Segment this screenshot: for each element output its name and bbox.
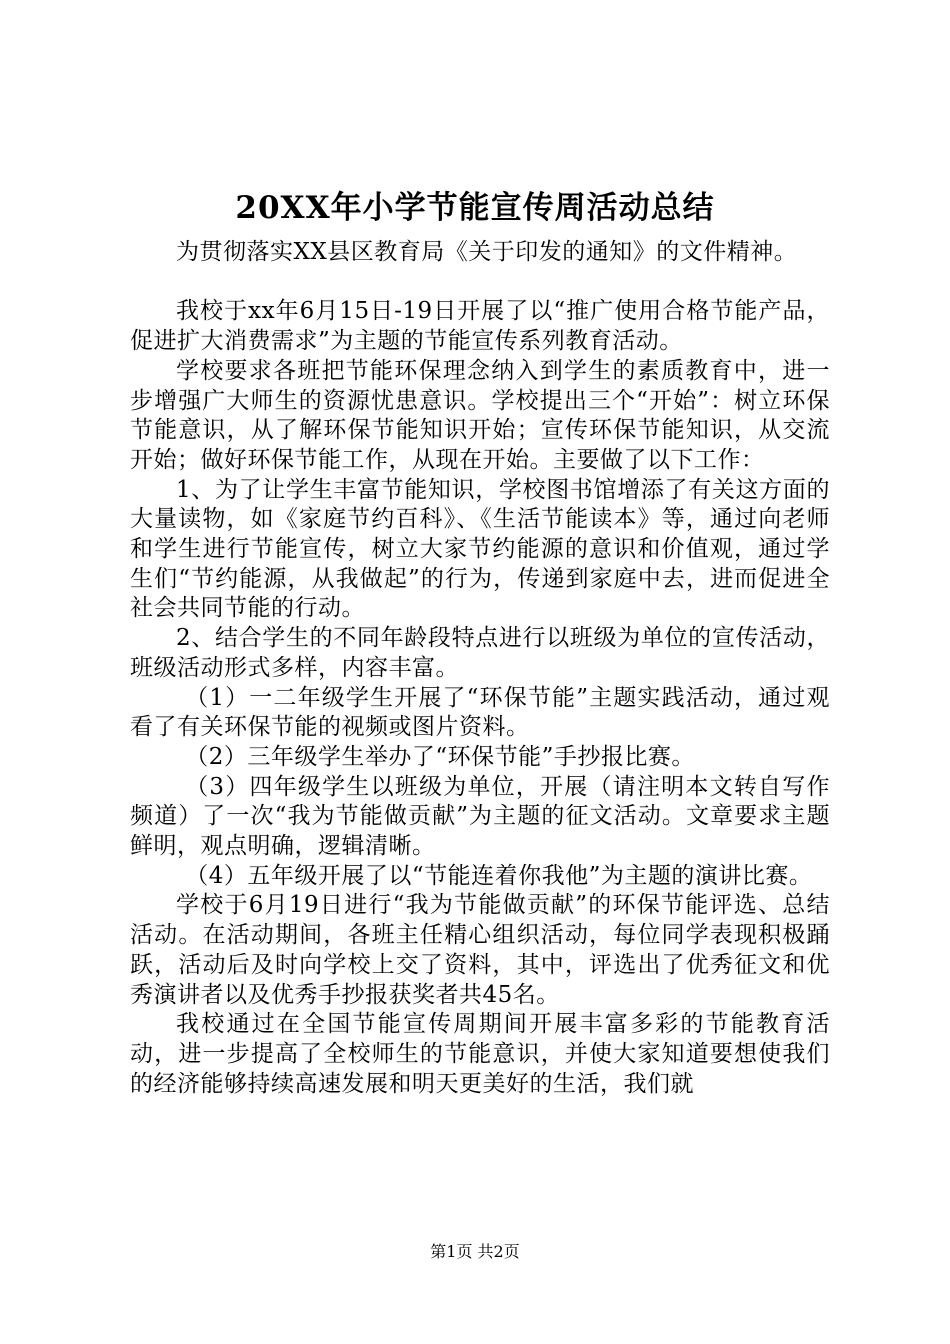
paragraph-item-1: 1、为了让学生丰富节能知识，学校图书馆增添了有关这方面的大量读物，如《家庭节约百科》、《生活节能读本》等，通过向老师和学生进行节能宣传，树立大家节约能源的意识和价值观，通过学生们“节约能源，从我做起”的行为，传递到家庭中去，进而促进全社会共同节能的行动。 (130, 476, 830, 622)
paragraph-evaluation: 学校于6月19日进行“我为节能做贡献”的环保节能评选、总结活动。在活动期间，各班主任精心组织活动，每位同学表现积极踊跃，活动后及时向学校上交了资料，其中，评选出了优秀征文和优秀演讲者以及优秀手抄报获奖者共45名。 (130, 892, 830, 1008)
paragraph-subitem-4: （4）五年级开展了以“节能连着你我他”为主题的演讲比赛。 (185, 862, 813, 889)
document-title: 20XX年小学节能宣传周活动总结 (235, 190, 715, 226)
paragraph-subitem-3: （3）四年级学生以班级为单位，开展（请注明本文转自写作频道）了一次“我为节能做贡献”为主题的征文活动。文章要求主题鲜明，观点明确，逻辑清晰。 (130, 773, 830, 860)
paragraph-activity-dates: 我校于xx年6月15日-19日开展了以“推广使用合格节能产品，促进扩大消费需求”为主题的节能宣传系列教育活动。 (130, 298, 830, 355)
paragraph-item-2: 2、结合学生的不同年龄段特点进行以班级为单位的宣传活动，班级活动形式多样，内容丰富。 (130, 625, 830, 681)
paragraph-school-requirements: 学校要求各班把节能环保理念纳入到学生的素质教育中，进一步增强广大师生的资源忧患意识。学校提出三个“开始”：树立环保节能意识，从了解环保节能知识开始；宣传环保节能知识，从交流开始；做好环保节能工作，从现在开始。主要做了以下工作： (130, 357, 830, 473)
paragraph-intro: 为贯彻落实XX县区教育局《关于印发的通知》的文件精神。 (176, 239, 798, 265)
paragraph-subitem-1: （1）一二年级学生开展了“环保节能”主题实践活动，通过观看了有关环保节能的视频或图片资料。 (130, 684, 830, 741)
paragraph-subitem-2: （2）三年级学生举办了“环保节能”手抄报比赛。 (185, 743, 695, 770)
paragraph-conclusion: 我校通过在全国节能宣传周期间开展丰富多彩的节能教育活动，进一步提高了全校师生的节能意识，并使大家知道要想使我们的经济能够持续高速发展和明天更美好的生活，我们就 (130, 1011, 830, 1097)
page-number-footer: 第1页 共2页 (430, 1242, 520, 1261)
document-body (130, 238, 830, 1099)
